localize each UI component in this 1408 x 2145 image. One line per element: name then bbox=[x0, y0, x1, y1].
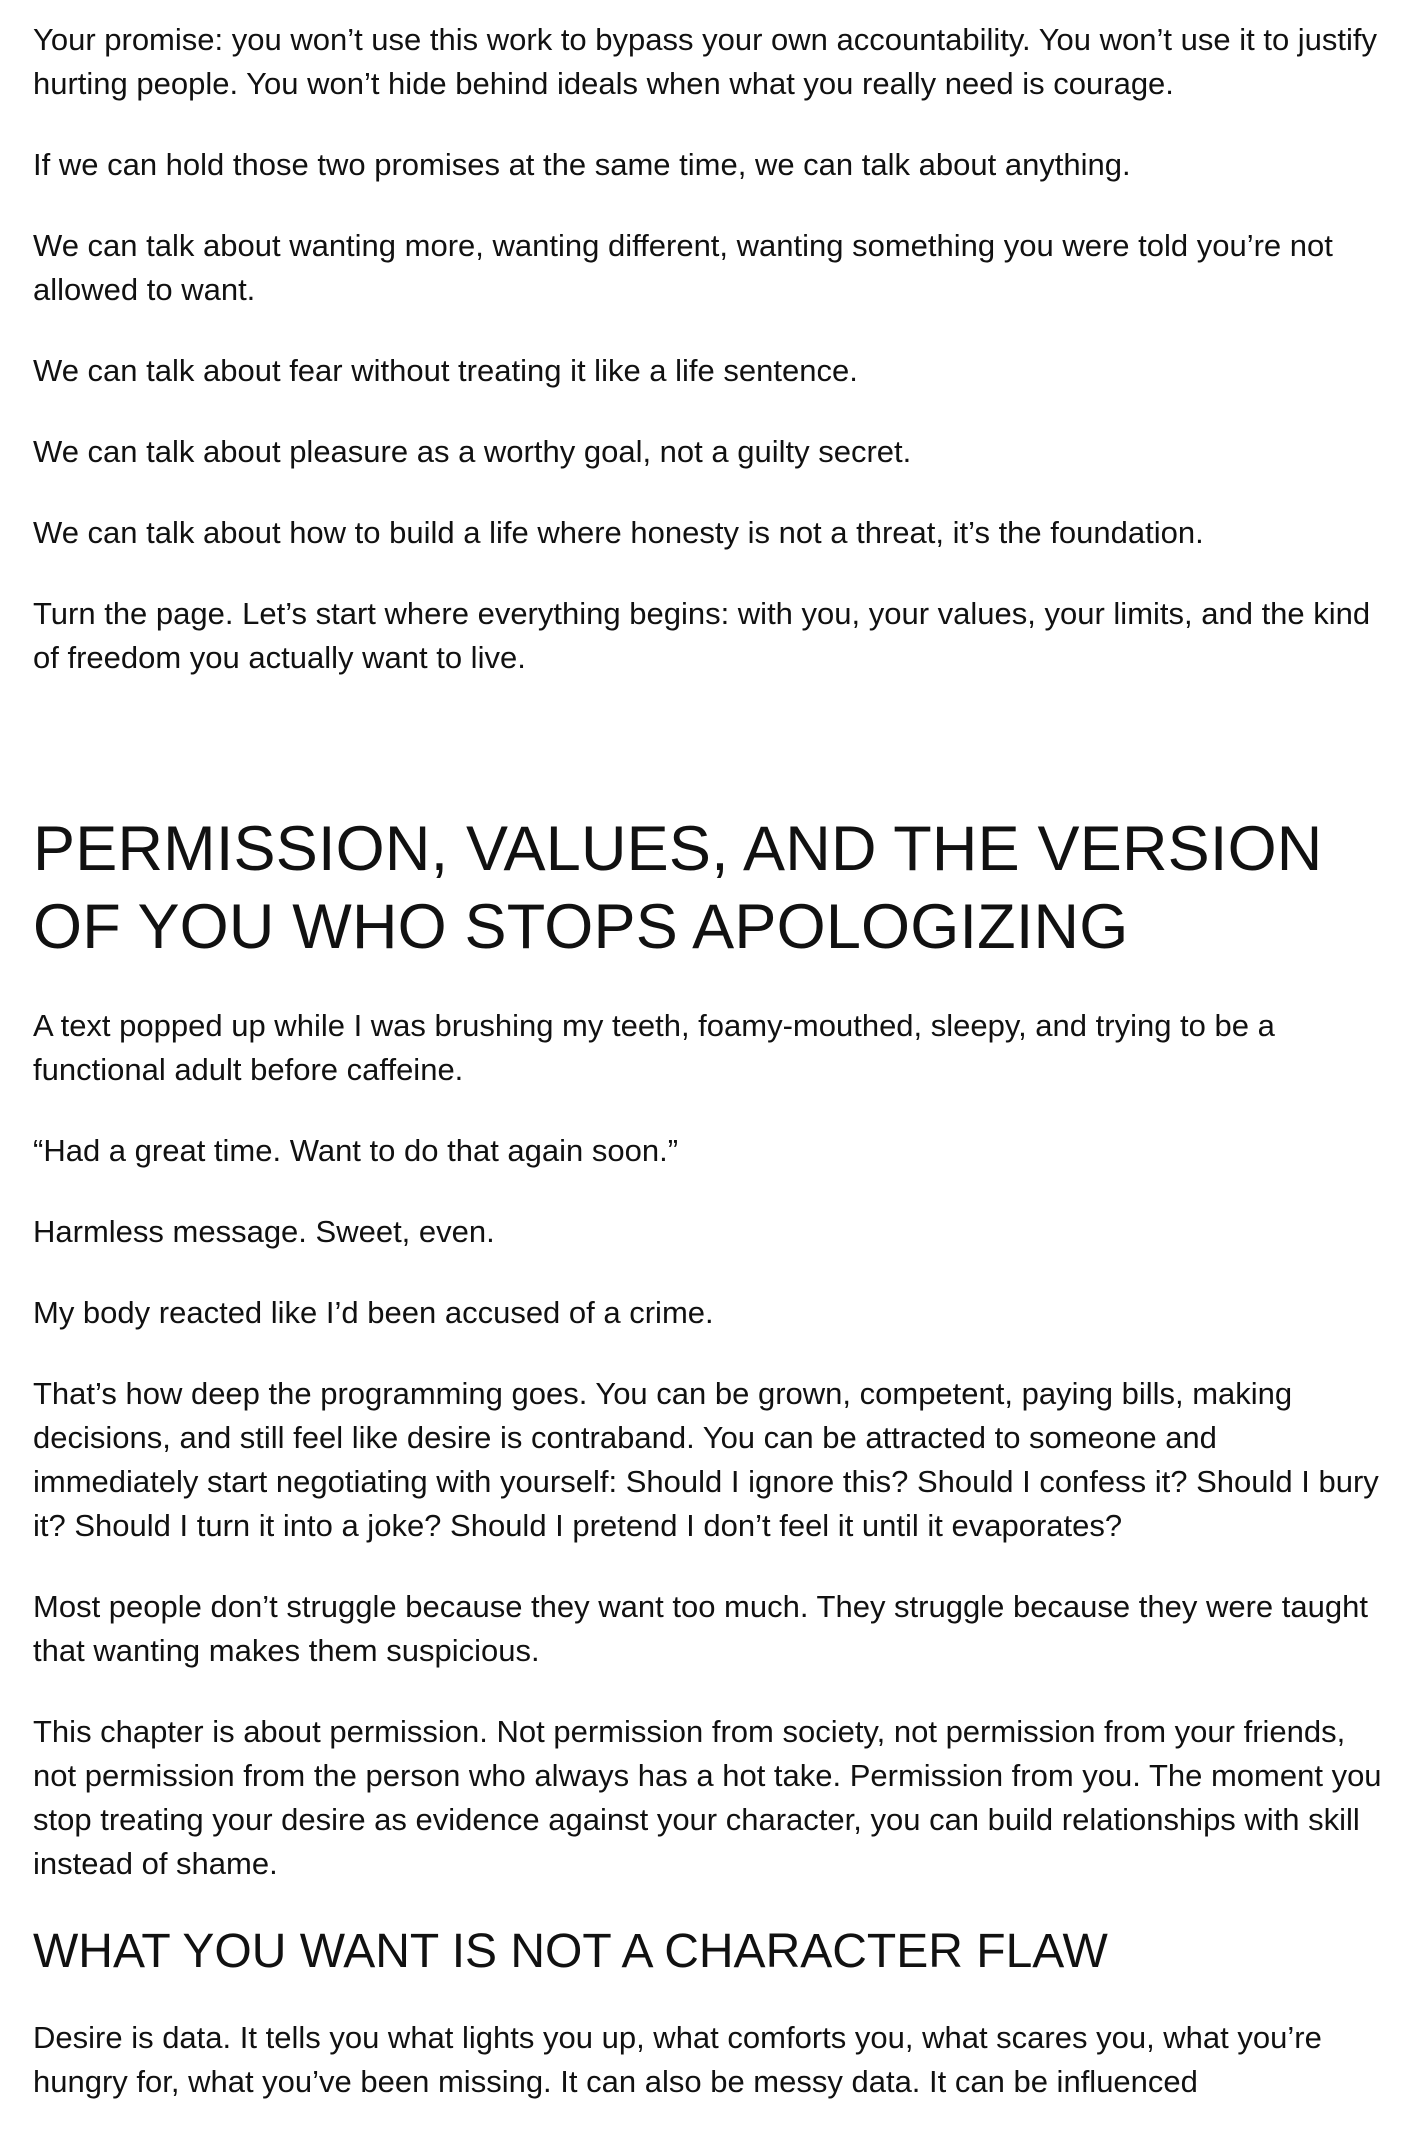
body-paragraph: Desire is data. It tells you what lights you up, what comforts you, what scares you, what you’re hungry for, what you’ve been missing. It can also be messy data. It can be influenced bbox=[33, 2020, 1322, 2099]
body-paragraph: Most people don’t struggle because they want too much. They struggle because they were taught that wanting makes them suspicious. bbox=[33, 1589, 1368, 1668]
section-heading: WHAT YOU WANT IS NOT A CHARACTER FLAW bbox=[33, 1925, 1108, 1978]
chapter-heading: PERMISSION, VALUES, AND THE VERSION OF YOU WHO STOPS APOLOGIZING bbox=[33, 814, 1323, 962]
body-paragraph: My body reacted like I’d been accused of a crime. bbox=[33, 1295, 714, 1330]
body-paragraph: We can talk about wanting more, wanting different, wanting something you were told you’re not allowed to want. bbox=[33, 228, 1333, 307]
body-paragraph: That’s how deep the programming goes. You can be grown, competent, paying bills, making decisions, and still feel like desire is contraband. You can be attracted to someone and immediately start negotiating with yourself: Should I ignore this? Should I confess it? Should I bury it? Should I turn it into a joke? Should I pretend I don’t feel it until it evaporates? bbox=[33, 1376, 1379, 1543]
body-paragraph: Your promise: you won’t use this work to bypass your own accountability. You won’t use it to justify hurting people. You won’t hide behind ideals when what you really need is courage. bbox=[33, 22, 1378, 101]
body-paragraph: We can talk about fear without treating it like a life sentence. bbox=[33, 353, 858, 388]
body-paragraph: We can talk about how to build a life where honesty is not a threat, it’s the foundation. bbox=[33, 515, 1204, 550]
body-paragraph: We can talk about pleasure as a worthy goal, not a guilty secret. bbox=[33, 434, 912, 469]
body-paragraph: If we can hold those two promises at the same time, we can talk about anything. bbox=[33, 147, 1131, 182]
body-paragraph: This chapter is about permission. Not permission from society, not permission from your friends, not permission from the person who always has a hot take. Permission from you. The moment you stop treating your desire as evidence against your character, you can build relationships with skill instead of shame. bbox=[33, 1714, 1382, 1881]
document-page bbox=[33, 0, 1383, 2141]
body-paragraph: A text popped up while I was brushing my teeth, foamy-mouthed, sleepy, and trying to be a functional adult before caffeine. bbox=[33, 1008, 1275, 1087]
body-paragraph: Harmless message. Sweet, even. bbox=[33, 1214, 495, 1249]
body-paragraph: Turn the page. Let’s start where everything begins: with you, your values, your limits, and the kind of freedom you actually want to live. bbox=[33, 596, 1371, 675]
quoted-text-message: “Had a great time. Want to do that again soon.” bbox=[33, 1133, 679, 1168]
